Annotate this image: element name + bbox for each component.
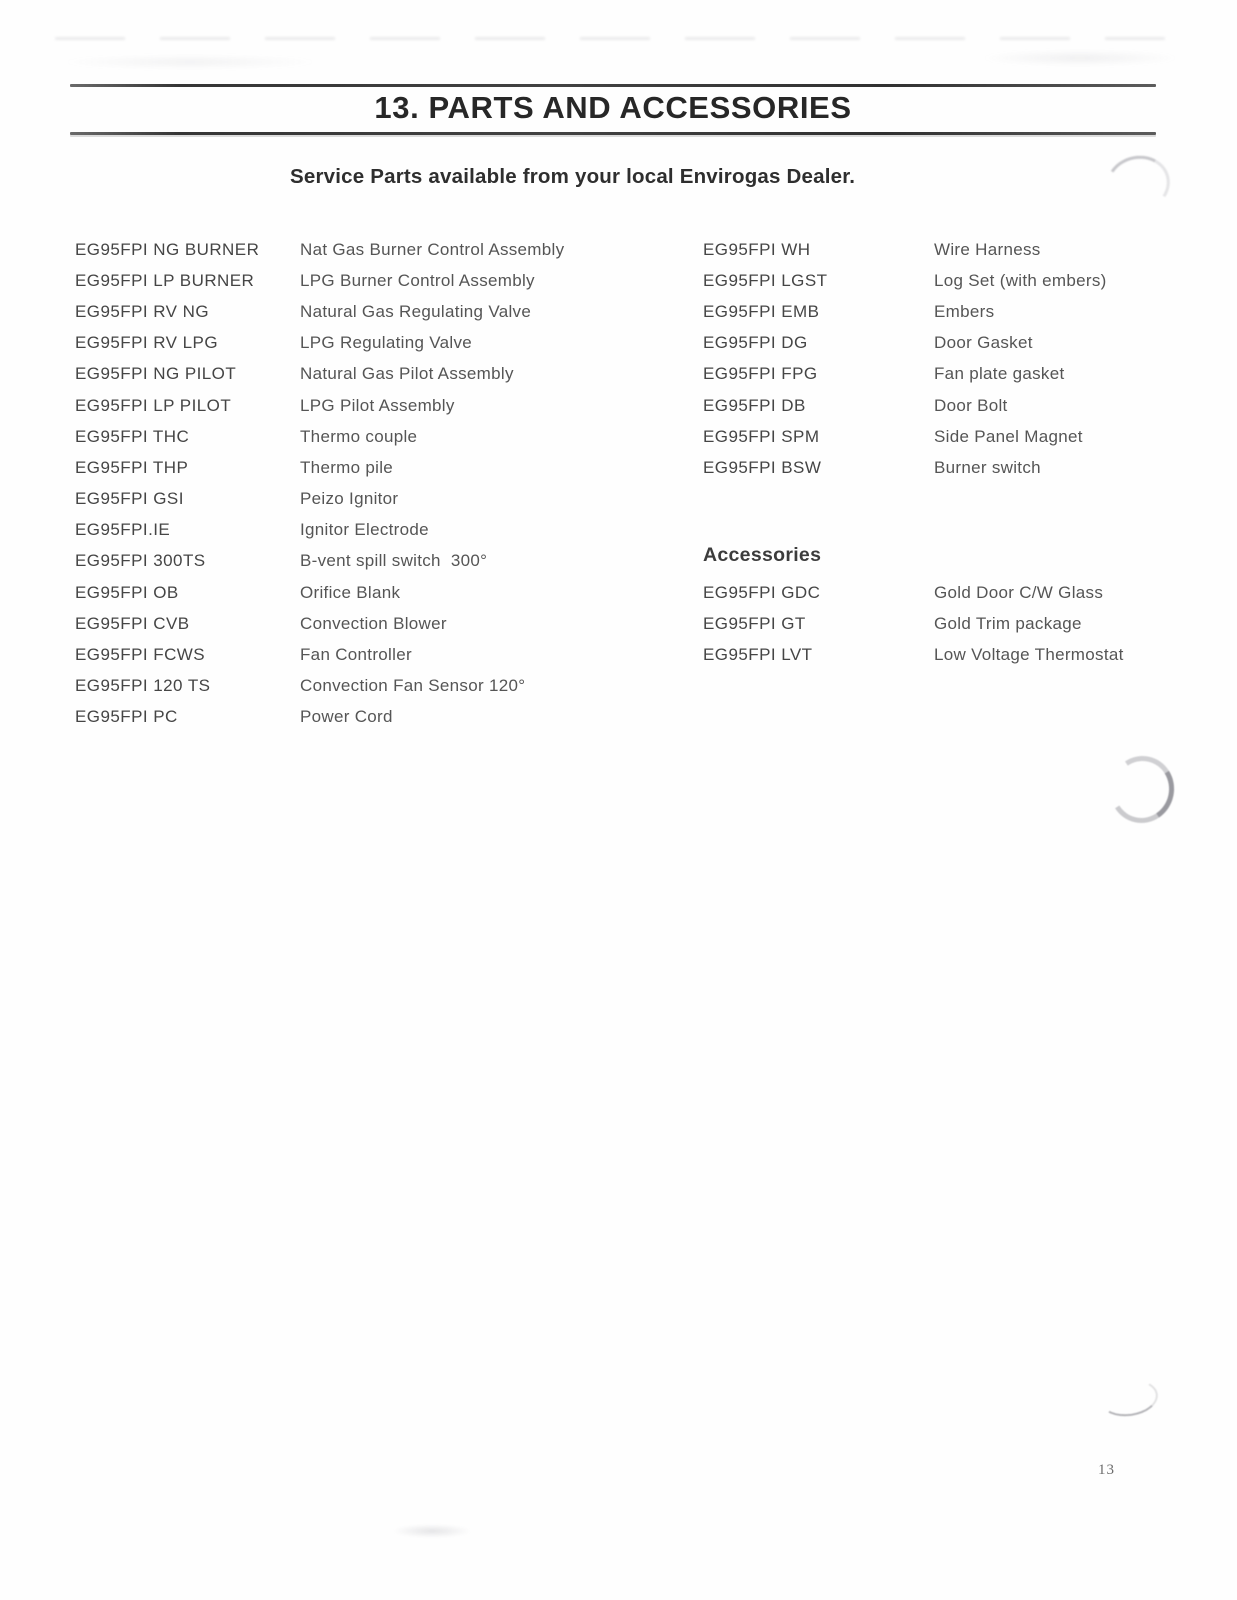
part-number: EG95FPI NG BURNER [75, 239, 260, 259]
part-number: EG95FPI LVT [703, 644, 813, 664]
part-description: Log Set (with embers) [934, 270, 1107, 290]
part-description: LPG Burner Control Assembly [300, 270, 535, 290]
part-row [703, 328, 1233, 359]
part-number: EG95FPI WH [703, 239, 811, 259]
accessories-column [703, 577, 1233, 671]
page-number: 13 [1098, 1462, 1115, 1478]
part-number: EG95FPI EMB [703, 301, 820, 321]
part-number: EG95FPI FCWS [75, 645, 206, 665]
part-description: Gold Door C/W Glass [934, 582, 1104, 602]
part-row [75, 359, 685, 390]
part-row [75, 296, 685, 327]
page-title: 13. PARTS AND ACCESSORIES [374, 90, 852, 125]
scan-smudge [60, 55, 320, 69]
part-number: EG95FPI THP [75, 457, 189, 477]
part-row [703, 452, 1233, 483]
part-row [703, 265, 1233, 296]
part-description: LPG Pilot Assembly [300, 395, 455, 415]
part-description: Power Cord [300, 707, 393, 727]
part-description: Ignitor Electrode [300, 520, 429, 540]
scan-smudge [392, 1524, 472, 1538]
part-row [75, 390, 685, 421]
part-description: B-vent spill switch 300° [300, 551, 488, 571]
part-row [703, 639, 1233, 670]
accessories-heading: Accessories [703, 544, 822, 566]
part-row [75, 577, 685, 608]
service-parts-left-column [75, 234, 685, 733]
part-row [703, 608, 1233, 639]
part-number: EG95FPI GT [703, 613, 806, 633]
part-description: Door Gasket [934, 333, 1033, 353]
part-number: EG95FPI BSW [703, 457, 822, 477]
service-parts-right-column [703, 234, 1233, 484]
scan-smudge [980, 50, 1180, 66]
part-description: LPG Regulating Valve [300, 333, 473, 353]
part-number: EG95FPI DG [703, 333, 808, 353]
scan-artifact-crescent [1104, 750, 1181, 829]
part-description: Convection Blower [300, 613, 447, 633]
part-row [75, 702, 685, 733]
part-number: EG95FPI LP PILOT [75, 395, 232, 415]
part-description: Convection Fan Sensor 120° [300, 676, 526, 696]
part-number: EG95FPI LP BURNER [75, 270, 255, 290]
part-description: Nat Gas Burner Control Assembly [300, 239, 565, 259]
part-description: Burner switch [934, 457, 1041, 477]
part-row [703, 421, 1233, 452]
part-row [75, 421, 685, 452]
part-number: EG95FPI NG PILOT [75, 364, 237, 384]
part-number: EG95FPI GSI [75, 489, 184, 509]
part-description: Embers [934, 301, 995, 321]
part-row [75, 452, 685, 483]
part-number: EG95FPI SPM [703, 426, 820, 446]
part-description: Door Bolt [934, 395, 1008, 415]
part-description: Thermo couple [300, 426, 418, 446]
part-description: Wire Harness [934, 239, 1041, 259]
scan-noise-band [55, 37, 1165, 40]
part-row [75, 328, 685, 359]
part-description: Side Panel Magnet [934, 426, 1083, 446]
part-description: Fan plate gasket [934, 364, 1065, 384]
part-row [75, 639, 685, 670]
subtitle: Service Parts available from your local Envirogas Dealer. [290, 165, 856, 188]
part-number: EG95FPI RV LPG [75, 333, 218, 353]
scan-artifact-arc-top [1100, 149, 1176, 219]
part-number: EG95FPI CVB [75, 613, 190, 633]
part-row [75, 234, 685, 265]
part-description: Natural Gas Regulating Valve [300, 301, 532, 321]
part-number: EG95FPI DB [703, 395, 806, 415]
part-description: Orifice Blank [300, 582, 401, 602]
part-row [703, 359, 1233, 390]
part-number: EG95FPI LGST [703, 270, 828, 290]
part-row [75, 265, 685, 296]
part-row [75, 546, 685, 577]
part-description: Natural Gas Pilot Assembly [300, 364, 514, 384]
part-description: Peizo Ignitor [300, 489, 399, 509]
part-number: EG95FPI THC [75, 426, 190, 446]
part-row [703, 390, 1233, 421]
part-number: EG95FPI PC [75, 707, 178, 727]
part-row [75, 608, 685, 639]
part-number: EG95FPI 120 TS [75, 676, 211, 696]
part-row [75, 484, 685, 515]
part-number: EG95FPI OB [75, 582, 179, 602]
part-description: Fan Controller [300, 645, 412, 665]
part-description: Thermo pile [300, 457, 394, 477]
part-number: EG95FPI 300TS [75, 551, 206, 571]
part-row [75, 671, 685, 702]
part-row [75, 515, 685, 546]
part-row [703, 296, 1233, 327]
part-number: EG95FPI.IE [75, 520, 171, 540]
part-description: Low Voltage Thermostat [934, 644, 1124, 664]
part-description: Gold Trim package [934, 613, 1082, 633]
part-row [703, 234, 1233, 265]
part-number: EG95FPI GDC [703, 582, 821, 602]
scan-artifact-arc-bottom [1098, 1376, 1160, 1420]
part-number: EG95FPI FPG [703, 364, 818, 384]
title-rule-bottom [70, 132, 1156, 135]
part-row [703, 577, 1233, 608]
part-number: EG95FPI RV NG [75, 301, 210, 321]
